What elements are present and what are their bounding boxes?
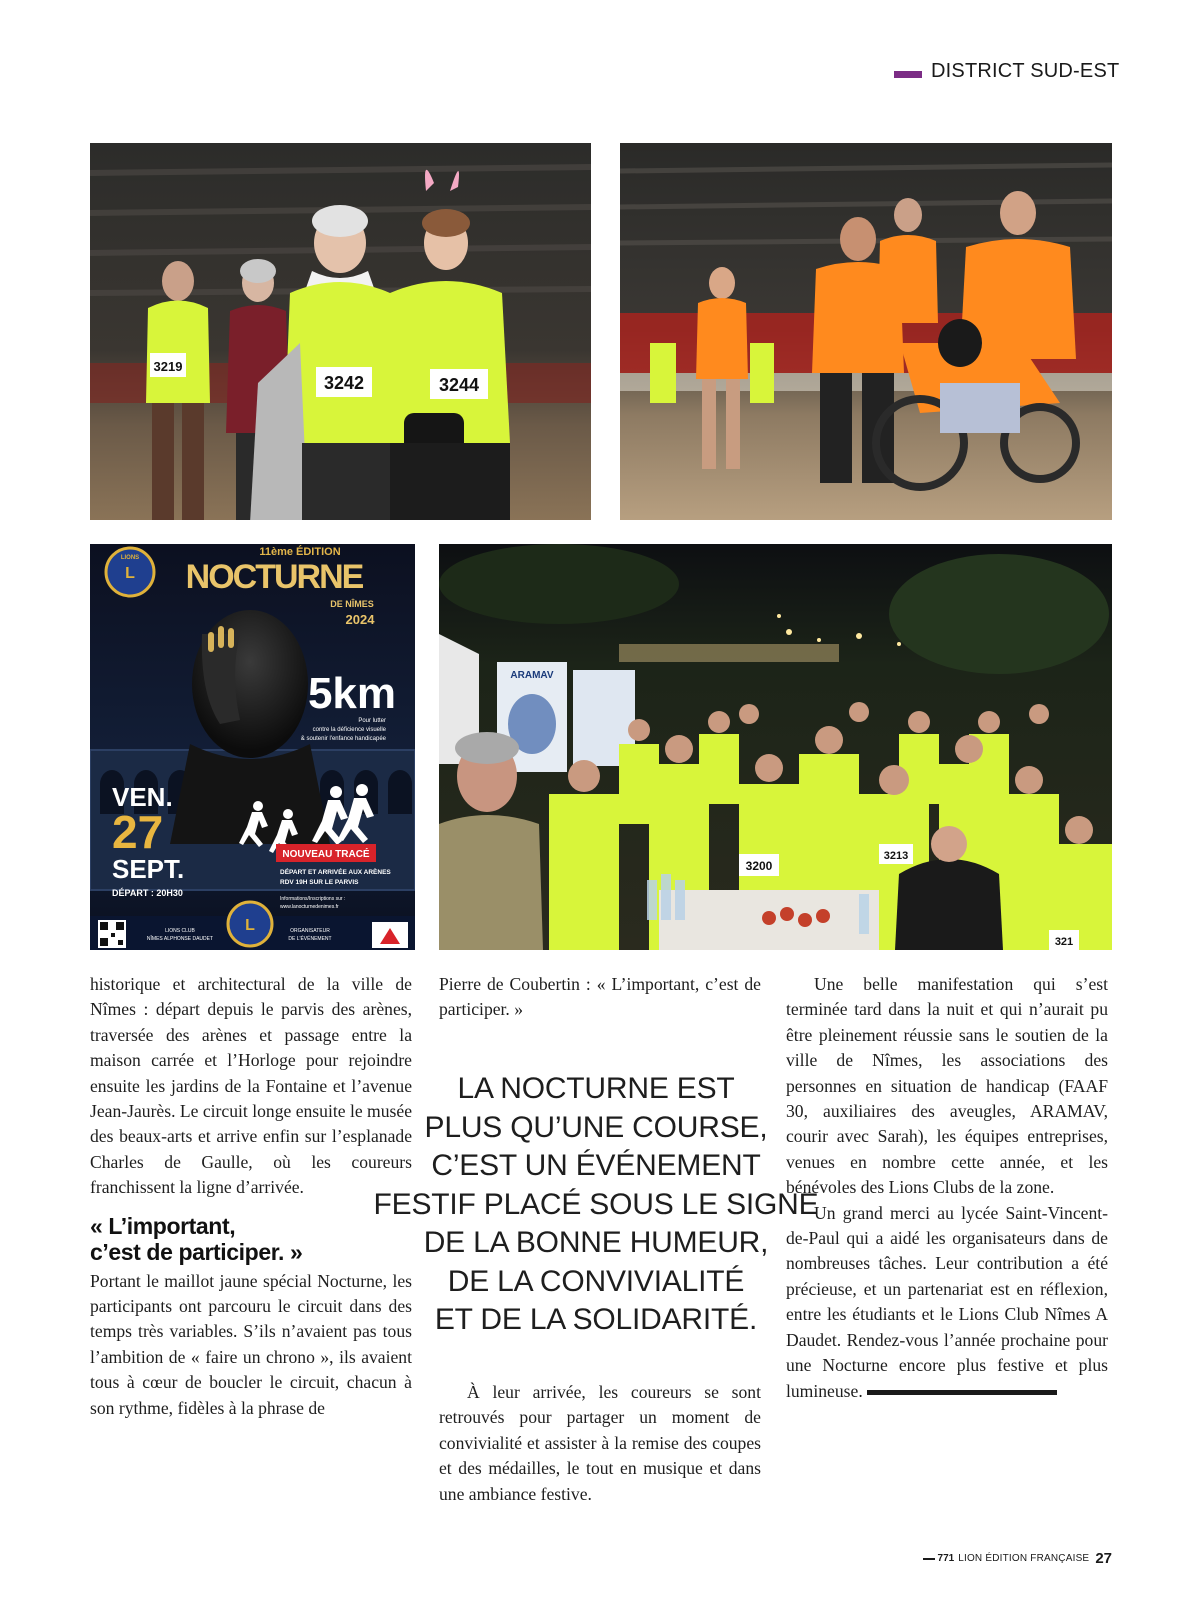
poster-site: www.lanocturnedenimes.fr — [280, 904, 339, 910]
col3-paragraph-1: Une belle manifestation qui s’est terminée tard dans la nuit et qui n’aurait pu être pleinement réussie sans le soutien de la ville de Nîmes, les associations des personnes en situation de handicap (FAAF 30, auxiliaires des aveugles, ARAMAV, courir avec Sarah), les équipes entreprises, venues en nombre cette année, et les bénévoles des Lions Clubs de la zone. — [786, 974, 1108, 1198]
article-column-3 — [786, 972, 1108, 1404]
poster-organizer-2: DE L'ÉVÉNEMENT — [288, 936, 332, 942]
poster-club-name: NÎMES ALPHONSE DAUDET — [146, 936, 214, 942]
col1-paragraph-2: Portant le maillot jaune spécial Nocturne, les participants ont parcouru le circuit dans des temps très variables. S’ils n’avaient pas tous l’ambition de « faire un chrono », ils avaient tous à cœur de boucler le circuit, chacun à son rythme, fidèles à la phrase de — [90, 1270, 412, 1418]
poster-title: NOCTURNE — [185, 558, 363, 596]
pull-quote-line-7: ET DE LA SOLIDARITÉ. — [434, 1303, 758, 1336]
event-poster — [90, 544, 415, 950]
subheading-line-2: c’est de participer. » — [90, 1238, 303, 1265]
footer-dash — [923, 1558, 935, 1560]
bib-3219: 3219 — [153, 359, 183, 374]
section-header — [894, 60, 1119, 83]
poster-organizer: ORGANISATEUR — [290, 928, 330, 934]
poster-year: 2024 — [345, 612, 375, 627]
col3-paragraph-2 — [786, 1201, 1108, 1404]
poster-start-time: DÉPART : 20H30 — [112, 888, 183, 898]
pull-quote-line-4: FESTIF PLACÉ SOUS LE SIGNE — [373, 1187, 819, 1221]
photo-runners-yellow — [90, 143, 591, 520]
poster-subtitle: DE NÎMES — [330, 599, 374, 609]
bib-321: 321 — [1054, 936, 1074, 948]
poster-logo-word: LIONS — [120, 555, 140, 561]
col2-paragraph-2: À leur arrivée, les coureurs se sont retrouvés pour partager un moment de convivialité et assister à la remise des coupes et des médailles, le tout en musique et dans une ambiance festive. — [439, 1382, 761, 1504]
pull-quote-line-2: PLUS QU’UNE COURSE, — [424, 1110, 768, 1144]
pull-quote-line-5: DE LA BONNE HUMEUR, — [423, 1226, 769, 1259]
poster-date: 27 — [112, 806, 164, 858]
poster-info: Informations/Inscriptions sur : — [280, 896, 346, 902]
bib-3200: 3200 — [745, 859, 773, 873]
section-accent-bar — [894, 71, 922, 78]
bib-3244: 3244 — [438, 375, 480, 395]
bib-3242: 3242 — [323, 373, 365, 393]
poster-cause-3: & soutenir l'enfance handicapée — [300, 736, 386, 742]
pull-quote-line-1: LA NOCTURNE EST — [457, 1072, 735, 1105]
banner-aramav: ARAMAV — [510, 670, 554, 681]
poster-month: SEPT. — [112, 854, 185, 884]
article-end-rule — [867, 1390, 1057, 1395]
article-column-2 — [439, 972, 761, 1023]
page-footer — [923, 1550, 1112, 1567]
article-column-1 — [90, 972, 412, 1421]
poster-day: VEN. — [112, 782, 173, 812]
photo-group-night — [439, 544, 1112, 950]
footer-issue: 771 — [937, 1553, 955, 1564]
poster-club: LIONS CLUB — [165, 928, 195, 934]
svg-text:L: L — [125, 565, 135, 582]
col2-paragraph-1: Pierre de Coubertin : « L’important, c’est de participer. » — [439, 974, 761, 1020]
pull-quote-line-6: DE LA CONVIVIALITÉ — [447, 1264, 745, 1298]
poster-cause-2: contre la déficience visuelle — [312, 727, 386, 733]
section-title: DISTRICT SUD-EST — [931, 60, 1120, 82]
subheading-line-1: « L’important, — [90, 1212, 236, 1239]
photo-runners-orange — [620, 143, 1112, 520]
poster-distance: 5km — [307, 669, 397, 718]
article-column-2-bottom — [439, 1380, 761, 1507]
page-number: 27 — [1095, 1550, 1112, 1567]
poster-route-2: RDV 19H SUR LE PARVIS — [280, 879, 359, 886]
pull-quote-line-3: C’EST UN ÉVÉNEMENT — [431, 1149, 761, 1182]
col1-paragraph-1: historique et architectural de la ville de Nîmes : départ depuis le parvis des arènes, traversée des arènes et passage entre la maison carrée et l’Horloge pour rejoindre ensuite les jardins de la Fontaine et l’avenue Jean-Jaurès. Le circuit longe ensuite le musée des beaux-arts et arrive enfin sur l’esplanade Charles de Gaulle, où les coureurs franchissent la ligne d’arrivée. — [90, 974, 412, 1198]
poster-cause-1: Pour lutter — [358, 718, 386, 724]
col3-paragraph-2-text: Un grand merci au lycée Saint-Vincent-de-Paul qui a aidé les organisateurs dans de nombreuses tâches. Leur contribution a été précieuse, et un partenariat est en réflexion, entre les étudiants et le Lions Club Nîmes A Daudet. Rendez-vous l’année prochaine pour une Nocturne encore plus festive et plus lumineuse. — [786, 1202, 1108, 1401]
pull-quote — [372, 1070, 820, 1340]
article-subheading — [90, 1213, 412, 1265]
bib-3213: 3213 — [883, 850, 909, 862]
poster-edition: 11ème ÉDITION — [259, 546, 341, 559]
poster-route-badge: NOUVEAU TRACÉ — [282, 849, 370, 860]
footer-publication: LION ÉDITION FRANÇAISE — [958, 1553, 1090, 1564]
poster-route-1: DÉPART ET ARRIVÉE AUX ARÈNES — [280, 869, 391, 876]
svg-text:L: L — [245, 917, 255, 934]
